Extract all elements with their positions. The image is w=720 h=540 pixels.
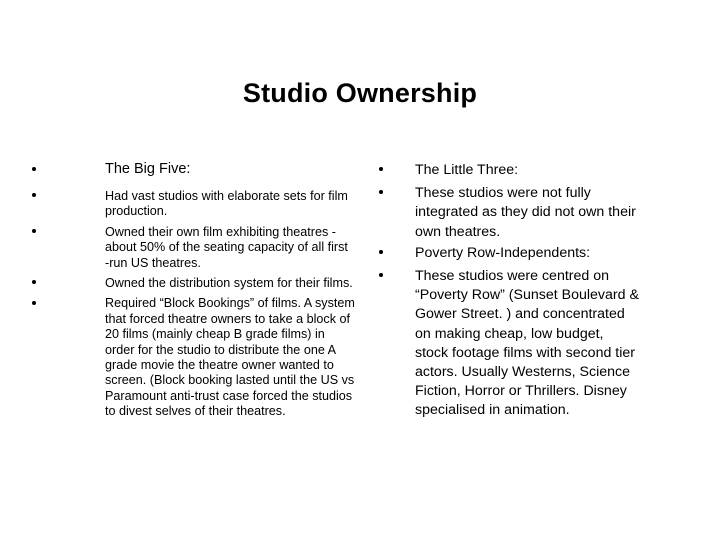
left-point xyxy=(105,189,355,220)
right-heading-item xyxy=(415,161,640,180)
left-point-text: Owned the distribution system for their films. xyxy=(105,276,353,291)
bullet-icon xyxy=(29,162,39,179)
bullet-icon xyxy=(29,225,39,240)
left-point xyxy=(105,296,355,419)
right-column xyxy=(415,161,640,423)
bullet-icon xyxy=(376,161,386,180)
little-three-heading: The Little Three: xyxy=(415,162,519,178)
right-point xyxy=(415,184,640,242)
bullet-icon xyxy=(29,189,39,204)
left-point-text: Had vast studios with elaborate sets for film production. xyxy=(105,189,348,219)
left-point xyxy=(105,225,355,271)
bullet-icon xyxy=(376,267,386,286)
left-heading-item xyxy=(105,161,355,178)
left-point-text: Required “Block Bookings” of films. A system that forced theatre owners to take a block of 20 films (mainly cheap B grade films) in order for the studio to distribute the one A grade movie the theatre owner wanted to screen. (Block booking lasted until the US vs Paramount anti-trust case forced the studios to divest selves of their theatres. xyxy=(105,296,355,419)
bullet-icon xyxy=(376,244,386,263)
poverty-row-heading: Poverty Row-Independents: xyxy=(415,244,591,261)
left-column xyxy=(105,161,355,425)
poverty-row-text: These studios were centred on “Poverty Row” (Sunset Boulevard & Gower Street. ) and concentrated on making cheap, low budget, stock footage films with second tier actors. Usually Westerns, Science Fiction, Horror or Thrillers. Disney specialised in animation. xyxy=(415,268,639,419)
slide-title: Studio Ownership xyxy=(242,78,478,108)
left-heading: The Big Five: xyxy=(105,161,191,177)
bullet-icon xyxy=(29,296,39,311)
little-three-text: These studios were not fully integrated as they did not own their own theatres. xyxy=(415,185,636,240)
bullet-icon xyxy=(376,184,386,203)
bullet-icon xyxy=(29,276,39,291)
left-point-text: Owned their own film exhibiting theatres - about 50% of the seating capacity of all first -run US theatres. xyxy=(105,224,348,270)
right-point xyxy=(415,267,640,421)
left-point xyxy=(105,276,355,291)
right-heading-item xyxy=(415,244,640,263)
